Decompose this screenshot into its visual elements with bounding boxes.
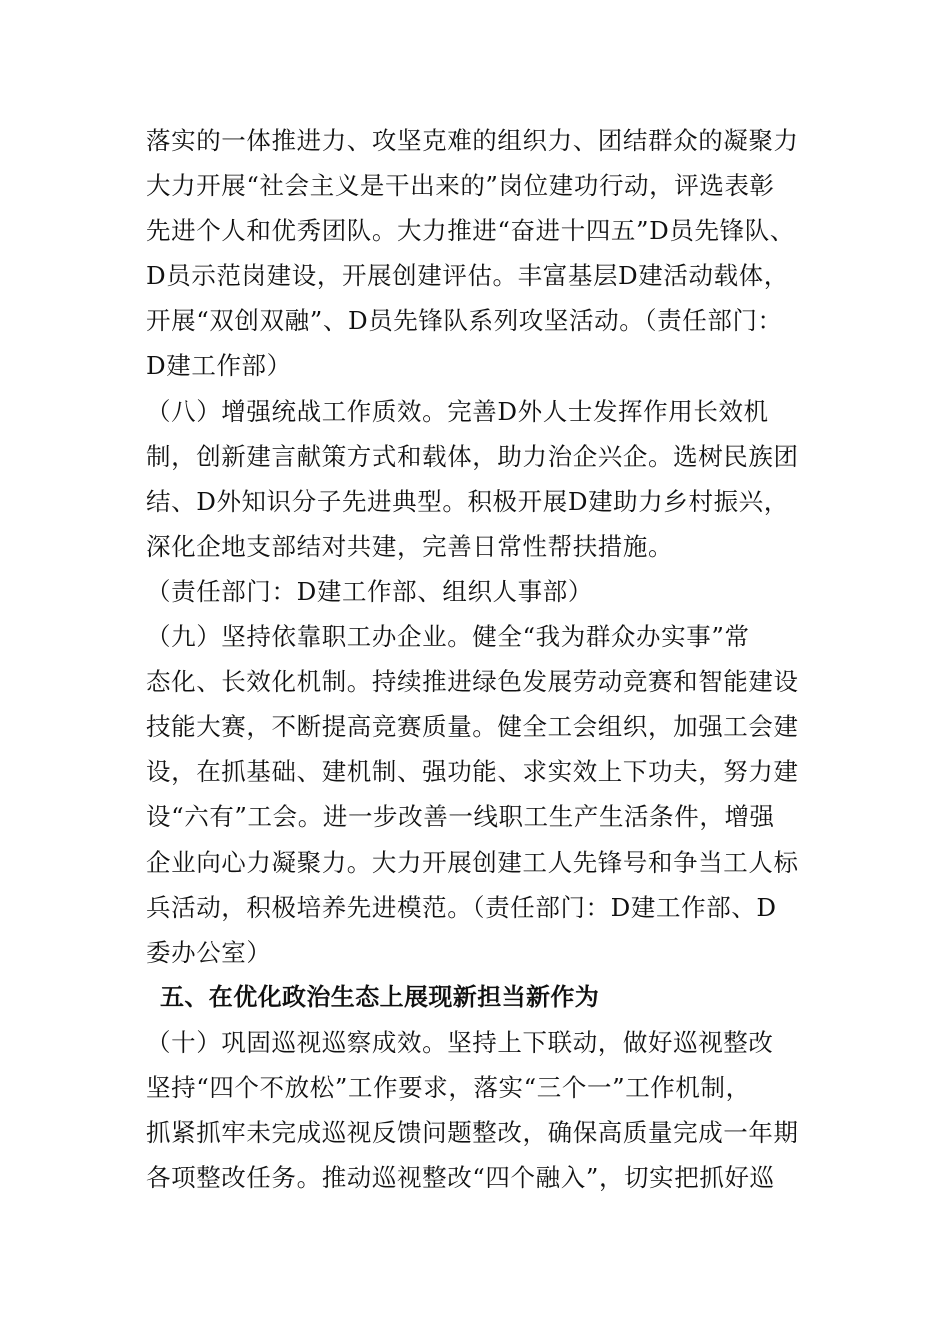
paragraph-workers [146,614,816,975]
text-line: 设“六有”工会。进一步改善一线职工生产生活条件，增强 [146,802,775,832]
text-line: 坚持“四个不放松”工作要求，落实“三个一”工作机制， [146,1072,751,1102]
text-line: 落实的一体推进力、攻坚克难的组织力、团结群众的凝聚力 [146,126,799,155]
text-line: 开展“双创双融”、D员先锋队系列攻坚活动。（责任部门： [146,306,783,336]
text-line: 大力开展“社会主义是干出来的”岗位建功行动，评选表彰 [146,171,775,201]
text-line: D员示范岗建设，开展创建评估。丰富基层D建活动载体， [146,261,789,291]
text-line: 结、D外知识分子先进典型。积极开展D建助力乡村振兴， [146,486,789,516]
text-line: 各项整改任务。推动巡视整改“四个融入”，切实把抓好巡 [146,1163,775,1193]
text-line: D建工作部） [146,351,292,381]
text-line: 委办公室） [146,937,272,967]
text-line: （九）坚持依靠职工办企业。健全“我为群众办实事”常 [146,622,750,652]
text-line: 制，创新建言献策方式和载体，助力治企兴企。选树民族团 [146,441,799,471]
text-line: 抓紧抓牢未完成巡视反馈问题整改，确保高质量完成一年期 [146,1118,799,1148]
text-line: 态化、长效化机制。持续推进绿色发展劳动竞赛和智能建设 [146,667,799,697]
text-line: 深化企地支部结对共建，完善日常性帮扶措施。 [146,531,674,561]
text-line: 先进个人和优秀团队。大力推进“奋进十四五”D员先锋队、 [146,216,795,246]
paragraph-party-building-continued [146,118,816,389]
text-line: （十）巩固巡视巡察成效。坚持上下联动，做好巡视整改 [146,1027,774,1057]
text-line: 设，在抓基础、建机制、强功能、求实效上下功夫，努力建 [146,757,799,787]
paragraph-inspection [146,1020,816,1200]
text-line: （八）增强统战工作质效。完善D外人士发挥作用长效机 [146,396,769,426]
text-line: 技能大赛，不断提高竞赛质量。健全工会组织，加强工会建 [146,712,799,742]
section-heading-five [146,975,816,1020]
section-heading: 五、在优化政治生态上展现新担当新作为 [160,982,600,1011]
paragraph-united-front [146,389,816,614]
document-body [146,118,816,1200]
text-line: 企业向心力凝聚力。大力开展创建工人先锋号和争当工人标 [146,847,799,877]
text-line: 兵活动，积极培养先进模范。（责任部门：D建工作部、D [146,892,777,922]
text-line: （责任部门：D建工作部、组织人事部） [146,576,593,606]
